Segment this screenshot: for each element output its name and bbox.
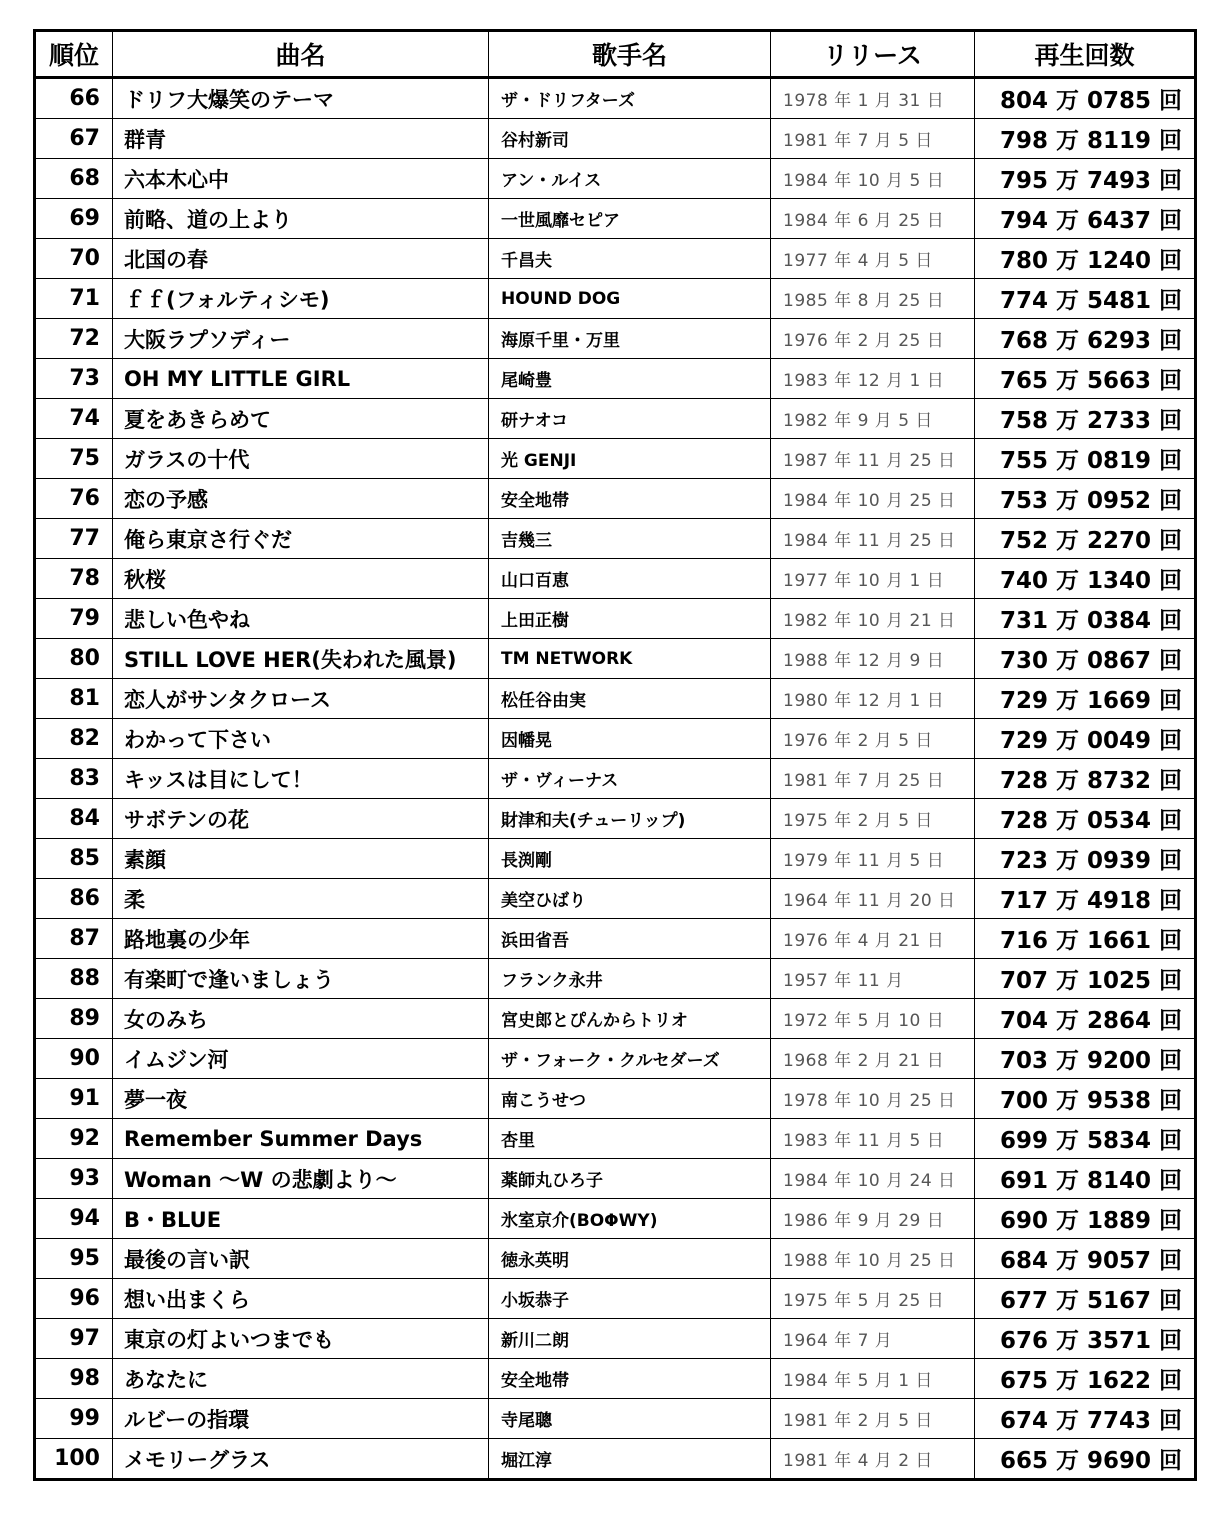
plays-cell: 731 万 0384 回 (975, 599, 1196, 639)
title-cell: 秋桜 (113, 559, 489, 599)
title-cell: 有楽町で逢いましょう (113, 959, 489, 999)
plays-cell: 690 万 1889 回 (975, 1199, 1196, 1239)
title-cell: B・BLUE (113, 1199, 489, 1239)
artist-cell: ザ・フォーク・クルセダーズ (489, 1039, 771, 1079)
table-row (35, 679, 1196, 719)
plays-cell: 740 万 1340 回 (975, 559, 1196, 599)
plays-cell: 665 万 9690 回 (975, 1439, 1196, 1480)
release-cell: 1977 年 10 月 1 日 (771, 559, 975, 599)
rank-cell: 82 (35, 719, 113, 759)
rank-cell: 96 (35, 1279, 113, 1319)
title-cell: 夏をあきらめて (113, 399, 489, 439)
table-row (35, 1079, 1196, 1119)
title-cell: 最後の言い訳 (113, 1239, 489, 1279)
rank-cell: 87 (35, 919, 113, 959)
rank-cell: 90 (35, 1039, 113, 1079)
title-cell: 想い出まくら (113, 1279, 489, 1319)
table-body (35, 78, 1196, 1480)
title-cell: STILL LOVE HER(失われた風景) (113, 639, 489, 679)
rank-cell: 88 (35, 959, 113, 999)
plays-cell: 699 万 5834 回 (975, 1119, 1196, 1159)
table-row (35, 1279, 1196, 1319)
release-cell: 1988 年 10 月 25 日 (771, 1239, 975, 1279)
title-cell: 前略、道の上より (113, 199, 489, 239)
rank-cell: 86 (35, 879, 113, 919)
table-row (35, 839, 1196, 879)
artist-cell: 海原千里・万里 (489, 319, 771, 359)
title-cell: 群青 (113, 119, 489, 159)
release-cell: 1983 年 11 月 5 日 (771, 1119, 975, 1159)
table-row (35, 639, 1196, 679)
plays-cell: 704 万 2864 回 (975, 999, 1196, 1039)
plays-cell: 758 万 2733 回 (975, 399, 1196, 439)
title-cell: Remember Summer Days (113, 1119, 489, 1159)
header-row (35, 31, 1196, 78)
rank-cell: 83 (35, 759, 113, 799)
release-cell: 1957 年 11 月 (771, 959, 975, 999)
release-cell: 1976 年 2 月 5 日 (771, 719, 975, 759)
title-cell: 北国の春 (113, 239, 489, 279)
title-cell: 恋人がサンタクロース (113, 679, 489, 719)
artist-cell: 宮史郎とぴんからトリオ (489, 999, 771, 1039)
rank-cell: 78 (35, 559, 113, 599)
table-row (35, 919, 1196, 959)
table-row (35, 239, 1196, 279)
release-cell: 1981 年 2 月 5 日 (771, 1399, 975, 1439)
release-cell: 1977 年 4 月 5 日 (771, 239, 975, 279)
release-cell: 1972 年 5 月 10 日 (771, 999, 975, 1039)
table-row (35, 1439, 1196, 1480)
artist-cell: 小坂恭子 (489, 1279, 771, 1319)
table-row (35, 879, 1196, 919)
plays-cell: 780 万 1240 回 (975, 239, 1196, 279)
table-row (35, 719, 1196, 759)
artist-cell: 因幡晃 (489, 719, 771, 759)
title-cell: 路地裏の少年 (113, 919, 489, 959)
release-cell: 1964 年 11 月 20 日 (771, 879, 975, 919)
table-row (35, 999, 1196, 1039)
rank-cell: 74 (35, 399, 113, 439)
table-row (35, 959, 1196, 999)
release-cell: 1976 年 4 月 21 日 (771, 919, 975, 959)
table-row (35, 159, 1196, 199)
rank-cell: 81 (35, 679, 113, 719)
table-row (35, 799, 1196, 839)
artist-cell: 千昌夫 (489, 239, 771, 279)
release-cell: 1982 年 10 月 21 日 (771, 599, 975, 639)
release-cell: 1986 年 9 月 29 日 (771, 1199, 975, 1239)
artist-cell: 杏里 (489, 1119, 771, 1159)
rank-cell: 93 (35, 1159, 113, 1199)
plays-cell: 798 万 8119 回 (975, 119, 1196, 159)
title-cell: 恋の予感 (113, 479, 489, 519)
rank-cell: 91 (35, 1079, 113, 1119)
release-cell: 1978 年 10 月 25 日 (771, 1079, 975, 1119)
artist-cell: 吉幾三 (489, 519, 771, 559)
table-row (35, 1159, 1196, 1199)
artist-cell: ザ・ドリフターズ (489, 78, 771, 119)
ranking-table-container (33, 29, 1194, 1481)
plays-cell: 804 万 0785 回 (975, 78, 1196, 119)
artist-cell: 谷村新司 (489, 119, 771, 159)
table-row (35, 1239, 1196, 1279)
rank-cell: 94 (35, 1199, 113, 1239)
artist-cell: 光 GENJI (489, 439, 771, 479)
artist-cell: 美空ひばり (489, 879, 771, 919)
rank-cell: 92 (35, 1119, 113, 1159)
table-row (35, 359, 1196, 399)
table-row (35, 1319, 1196, 1359)
rank-cell: 79 (35, 599, 113, 639)
title-cell: ガラスの十代 (113, 439, 489, 479)
rank-cell: 75 (35, 439, 113, 479)
artist-cell: TM NETWORK (489, 639, 771, 679)
plays-cell: 768 万 6293 回 (975, 319, 1196, 359)
artist-cell: 松任谷由実 (489, 679, 771, 719)
plays-cell: 717 万 4918 回 (975, 879, 1196, 919)
rank-cell: 100 (35, 1439, 113, 1480)
plays-cell: 675 万 1622 回 (975, 1359, 1196, 1399)
rank-cell: 95 (35, 1239, 113, 1279)
title-cell: メモリーグラス (113, 1439, 489, 1480)
plays-cell: 716 万 1661 回 (975, 919, 1196, 959)
rank-cell: 67 (35, 119, 113, 159)
release-cell: 1968 年 2 月 21 日 (771, 1039, 975, 1079)
plays-cell: 729 万 1669 回 (975, 679, 1196, 719)
plays-cell: 723 万 0939 回 (975, 839, 1196, 879)
title-cell: わかって下さい (113, 719, 489, 759)
title-cell: OH MY LITTLE GIRL (113, 359, 489, 399)
plays-cell: 677 万 5167 回 (975, 1279, 1196, 1319)
table-row (35, 199, 1196, 239)
release-cell: 1984 年 6 月 25 日 (771, 199, 975, 239)
rank-cell: 76 (35, 479, 113, 519)
artist-cell: 財津和夫(チューリップ) (489, 799, 771, 839)
release-cell: 1981 年 7 月 5 日 (771, 119, 975, 159)
table-row (35, 1119, 1196, 1159)
rank-cell: 72 (35, 319, 113, 359)
plays-cell: 774 万 5481 回 (975, 279, 1196, 319)
plays-cell: 684 万 9057 回 (975, 1239, 1196, 1279)
title-cell: 六本木心中 (113, 159, 489, 199)
title-cell: 大阪ラプソディー (113, 319, 489, 359)
artist-cell: 上田正樹 (489, 599, 771, 639)
rank-cell: 66 (35, 78, 113, 119)
artist-cell: アン・ルイス (489, 159, 771, 199)
title-cell: 悲しい色やね (113, 599, 489, 639)
title-cell: 素顔 (113, 839, 489, 879)
plays-cell: 753 万 0952 回 (975, 479, 1196, 519)
rank-cell: 71 (35, 279, 113, 319)
table-row (35, 599, 1196, 639)
table-row (35, 439, 1196, 479)
artist-cell: 山口百恵 (489, 559, 771, 599)
release-cell: 1984 年 5 月 1 日 (771, 1359, 975, 1399)
rank-cell: 69 (35, 199, 113, 239)
table-row (35, 399, 1196, 439)
header-title: 曲名 (113, 31, 489, 78)
artist-cell: 浜田省吾 (489, 919, 771, 959)
release-cell: 1978 年 1 月 31 日 (771, 78, 975, 119)
title-cell: イムジン河 (113, 1039, 489, 1079)
ranking-table (33, 29, 1197, 1481)
rank-cell: 99 (35, 1399, 113, 1439)
title-cell: あなたに (113, 1359, 489, 1399)
table-row (35, 519, 1196, 559)
release-cell: 1975 年 5 月 25 日 (771, 1279, 975, 1319)
artist-cell: 安全地帯 (489, 1359, 771, 1399)
artist-cell: 南こうせつ (489, 1079, 771, 1119)
artist-cell: 一世風靡セピア (489, 199, 771, 239)
plays-cell: 703 万 9200 回 (975, 1039, 1196, 1079)
rank-cell: 97 (35, 1319, 113, 1359)
header-release: リリース (771, 31, 975, 78)
artist-cell: 安全地帯 (489, 479, 771, 519)
header-rank: 順位 (35, 31, 113, 78)
rank-cell: 68 (35, 159, 113, 199)
release-cell: 1979 年 11 月 5 日 (771, 839, 975, 879)
release-cell: 1984 年 10 月 24 日 (771, 1159, 975, 1199)
plays-cell: 795 万 7493 回 (975, 159, 1196, 199)
rank-cell: 98 (35, 1359, 113, 1399)
release-cell: 1987 年 11 月 25 日 (771, 439, 975, 479)
artist-cell: 長渕剛 (489, 839, 771, 879)
plays-cell: 728 万 0534 回 (975, 799, 1196, 839)
artist-cell: 堀江淳 (489, 1439, 771, 1480)
table-row (35, 1039, 1196, 1079)
plays-cell: 674 万 7743 回 (975, 1399, 1196, 1439)
plays-cell: 730 万 0867 回 (975, 639, 1196, 679)
table-row (35, 279, 1196, 319)
title-cell: 女のみち (113, 999, 489, 1039)
title-cell: Woman ～W の悲劇より～ (113, 1159, 489, 1199)
title-cell: 夢一夜 (113, 1079, 489, 1119)
plays-cell: 765 万 5663 回 (975, 359, 1196, 399)
plays-cell: 728 万 8732 回 (975, 759, 1196, 799)
table-row (35, 78, 1196, 119)
release-cell: 1981 年 4 月 2 日 (771, 1439, 975, 1480)
artist-cell: 新川二朗 (489, 1319, 771, 1359)
release-cell: 1981 年 7 月 25 日 (771, 759, 975, 799)
title-cell: 東京の灯よいつまでも (113, 1319, 489, 1359)
plays-cell: 676 万 3571 回 (975, 1319, 1196, 1359)
table-row (35, 1399, 1196, 1439)
plays-cell: 755 万 0819 回 (975, 439, 1196, 479)
rank-cell: 70 (35, 239, 113, 279)
artist-cell: 薬師丸ひろ子 (489, 1159, 771, 1199)
plays-cell: 700 万 9538 回 (975, 1079, 1196, 1119)
artist-cell: ザ・ヴィーナス (489, 759, 771, 799)
title-cell: ドリフ大爆笑のテーマ (113, 78, 489, 119)
artist-cell: HOUND DOG (489, 279, 771, 319)
table-row (35, 119, 1196, 159)
release-cell: 1964 年 7 月 (771, 1319, 975, 1359)
title-cell: キッスは目にして！ (113, 759, 489, 799)
header-plays: 再生回数 (975, 31, 1196, 78)
rank-cell: 73 (35, 359, 113, 399)
release-cell: 1983 年 12 月 1 日 (771, 359, 975, 399)
title-cell: 柔 (113, 879, 489, 919)
release-cell: 1975 年 2 月 5 日 (771, 799, 975, 839)
title-cell: 俺ら東京さ行ぐだ (113, 519, 489, 559)
title-cell: ルビーの指環 (113, 1399, 489, 1439)
table-row (35, 479, 1196, 519)
title-cell: ｆｆ(フォルティシモ) (113, 279, 489, 319)
table-row (35, 1199, 1196, 1239)
artist-cell: 氷室京介(BOΦWY) (489, 1199, 771, 1239)
plays-cell: 707 万 1025 回 (975, 959, 1196, 999)
artist-cell: フランク永井 (489, 959, 771, 999)
rank-cell: 77 (35, 519, 113, 559)
release-cell: 1988 年 12 月 9 日 (771, 639, 975, 679)
header-artist: 歌手名 (489, 31, 771, 78)
table-row (35, 319, 1196, 359)
rank-cell: 85 (35, 839, 113, 879)
plays-cell: 794 万 6437 回 (975, 199, 1196, 239)
release-cell: 1984 年 10 月 5 日 (771, 159, 975, 199)
release-cell: 1985 年 8 月 25 日 (771, 279, 975, 319)
artist-cell: 研ナオコ (489, 399, 771, 439)
rank-cell: 89 (35, 999, 113, 1039)
table-row (35, 759, 1196, 799)
plays-cell: 752 万 2270 回 (975, 519, 1196, 559)
plays-cell: 691 万 8140 回 (975, 1159, 1196, 1199)
artist-cell: 寺尾聰 (489, 1399, 771, 1439)
release-cell: 1980 年 12 月 1 日 (771, 679, 975, 719)
release-cell: 1976 年 2 月 25 日 (771, 319, 975, 359)
title-cell: サボテンの花 (113, 799, 489, 839)
release-cell: 1984 年 11 月 25 日 (771, 519, 975, 559)
artist-cell: 徳永英明 (489, 1239, 771, 1279)
rank-cell: 84 (35, 799, 113, 839)
release-cell: 1982 年 9 月 5 日 (771, 399, 975, 439)
rank-cell: 80 (35, 639, 113, 679)
release-cell: 1984 年 10 月 25 日 (771, 479, 975, 519)
plays-cell: 729 万 0049 回 (975, 719, 1196, 759)
artist-cell: 尾崎豊 (489, 359, 771, 399)
table-row (35, 1359, 1196, 1399)
table-row (35, 559, 1196, 599)
